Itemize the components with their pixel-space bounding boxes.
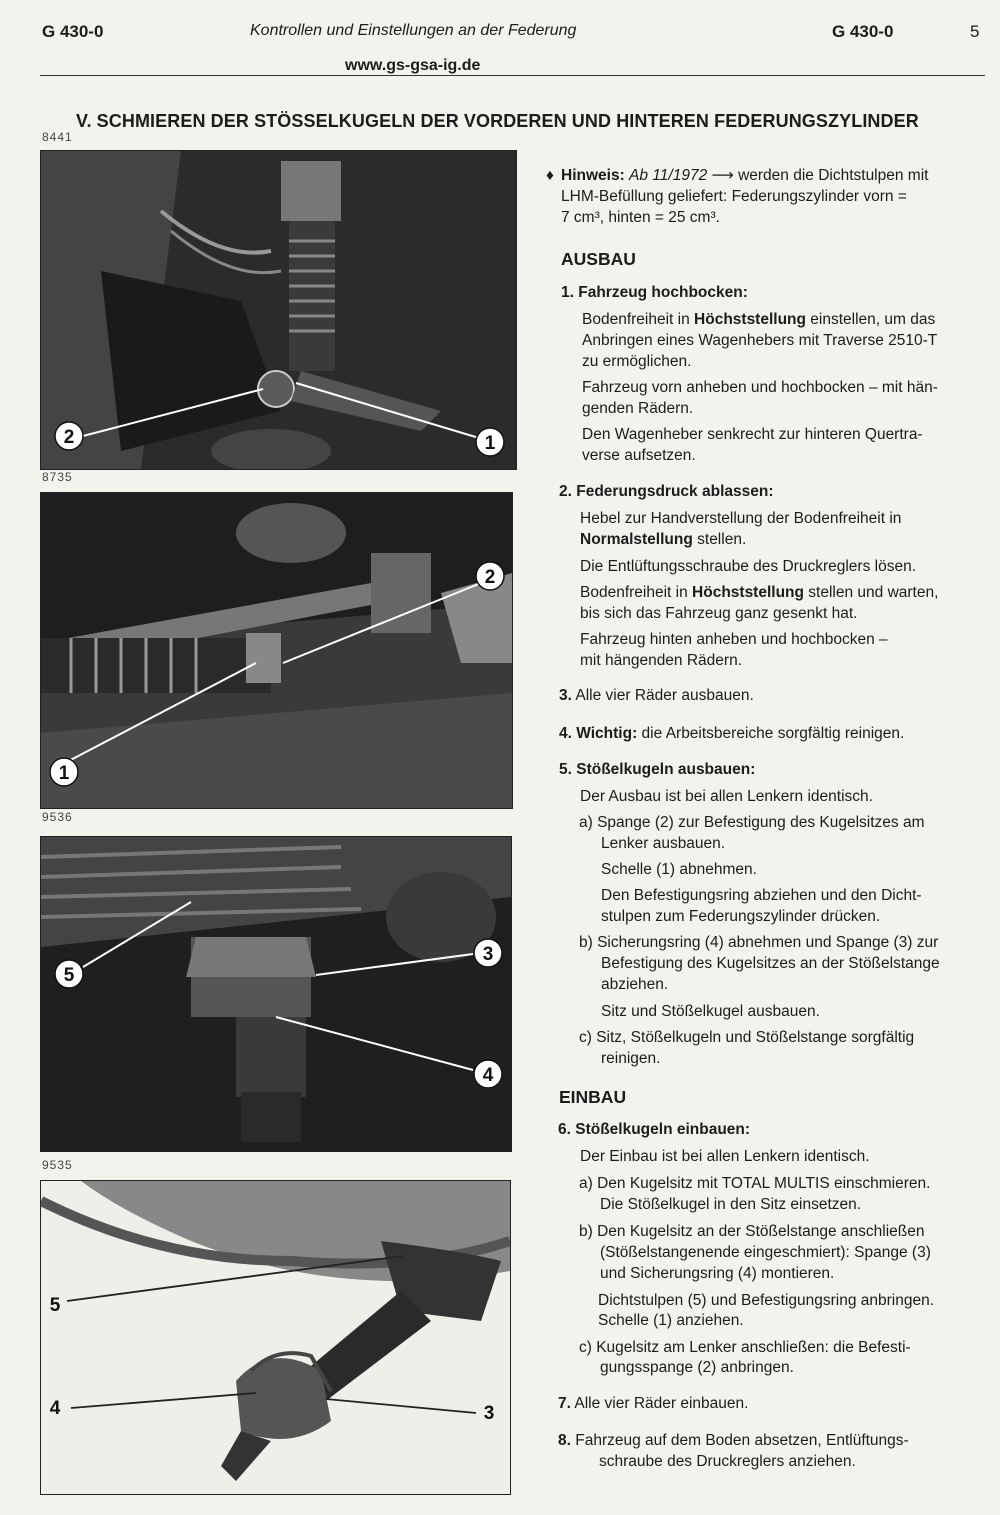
step-3: 3. Alle vier Räder ausbauen. <box>559 687 754 704</box>
step-5-a-l4: Den Befestigungsring abziehen und den Dicht- <box>601 887 922 904</box>
step-6-c-l2: gungsspange (2) anbringen. <box>600 1359 794 1376</box>
step-6-b-l2: (Stößelstangenende eingeschmiert): Spange (3) <box>600 1244 931 1261</box>
step-2-p1-l2 <box>580 530 746 551</box>
step-5-c-l2: reinigen. <box>601 1050 661 1067</box>
note-label: Hinweis: <box>561 167 625 184</box>
step-6-a-l2: Die Stößelkugel in den Sitz einsetzen. <box>600 1196 862 1213</box>
step-6-a-l1: a) Den Kugelsitz mit TOTAL MULTIS einschmieren. <box>579 1175 931 1192</box>
step-1-p1-l2: Anbringen eines Wagenhebers mit Traverse 2510-T <box>582 332 938 349</box>
figure-2-photo <box>40 492 513 809</box>
step-4-number: 4. <box>559 725 572 742</box>
step-8-l1: 8. Fahrzeug auf dem Boden absetzen, Entlüftungs- <box>558 1432 909 1449</box>
ausbau-heading: AUSBAU <box>561 249 636 269</box>
figure-2-callout-2: 2 <box>484 567 496 588</box>
figure-3-number: 9536 <box>42 810 73 824</box>
einbau-heading: EINBAU <box>559 1087 627 1107</box>
step-2-p3-l2: bis sich das Fahrzeug ganz gesenkt hat. <box>580 605 858 622</box>
step-1-p1-l3: zu ermöglichen. <box>582 353 692 370</box>
figure-3-photo <box>40 836 512 1152</box>
step-1-p2-l1: Fahrzeug vorn anheben und hochbocken – mit hän- <box>582 379 938 396</box>
figure-3-callout-4: 4 <box>482 1065 494 1086</box>
figure-3-callout-5: 5 <box>63 965 75 986</box>
figure-1-callout-1: 1 <box>484 433 496 454</box>
figure-4-callout-5: 5 <box>49 1295 61 1316</box>
header-code-left: G 430-0 <box>42 22 104 41</box>
step-2-p3-bold: Höchststellung <box>692 584 804 601</box>
note-date: Ab 11/1972 <box>629 167 708 184</box>
step-6-b-l5: Schelle (1) anziehen. <box>598 1312 744 1329</box>
step-6-title: 6. Stößelkugeln einbauen: <box>558 1121 751 1138</box>
figure-1-photo <box>40 150 517 470</box>
step-2-p3-c: stellen und warten, <box>803 584 939 601</box>
step-2-p1-bold: Normalstellung <box>580 531 693 548</box>
step-1-p3-l1: Den Wagenheber senkrecht zur hinteren Quertra- <box>582 426 923 443</box>
step-6-c-l1: c) Kugelsitz am Lenker anschließen: die Befesti- <box>579 1339 911 1356</box>
header-code-right: G 430-0 <box>832 22 894 41</box>
step-1-p1-a: Bodenfreiheit in <box>582 311 695 328</box>
step-2-p4-l1: Fahrzeug hinten anheben und hochbocken – <box>580 631 888 648</box>
step-5-a-l5: stulpen zum Federungszylinder drücken. <box>601 908 881 925</box>
step-1-p2-l2: genden Rädern. <box>582 400 694 417</box>
step-5-a-l3: Schelle (1) abnehmen. <box>601 861 757 878</box>
note-line-3: 7 cm³, hinten = 25 cm³. <box>561 209 720 226</box>
step-1-p3-l2: verse aufsetzen. <box>582 447 696 464</box>
note-bullet-icon: ♦ <box>546 167 554 184</box>
step-5-a-l1: a) Spange (2) zur Befestigung des Kugelsitzes am <box>579 814 925 831</box>
step-5-intro: Der Ausbau ist bei allen Lenkern identisch. <box>580 788 873 805</box>
step-2-p4-l2: mit hängenden Rädern. <box>580 652 743 669</box>
step-2-p3-l1 <box>580 583 938 604</box>
figure-4-callout-3: 3 <box>483 1403 495 1424</box>
step-4 <box>559 724 904 745</box>
step-2-title: 2. Federungsdruck ablassen: <box>559 483 774 500</box>
figure-2-callout-1: 1 <box>58 763 70 784</box>
header-rule <box>40 75 985 76</box>
step-5-b-l1: b) Sicherungsring (4) abnehmen und Spange (3) zur <box>579 934 939 951</box>
step-5-title: 5. Stößelkugeln ausbauen: <box>559 761 756 778</box>
figure-4-photo <box>40 1180 511 1495</box>
step-1-p1-c: einstellen, um das <box>805 311 936 328</box>
step-5-c-l1: c) Sitz, Stößelkugeln und Stößelstange sorgfältig <box>579 1029 915 1046</box>
note-arrow-icon: ⟶ <box>711 167 734 184</box>
step-6-b-l1: b) Den Kugelsitz an der Stößelstange anschließen <box>579 1223 925 1240</box>
header-url[interactable]: www.gs-gsa-ig.de <box>345 57 481 74</box>
step-2-p1-l1: Hebel zur Handverstellung der Bodenfreiheit in <box>580 510 902 527</box>
step-6-intro: Der Einbau ist bei allen Lenkern identisch. <box>580 1148 870 1165</box>
step-2-p1-c: stellen. <box>692 531 747 548</box>
step-2-p2: Die Entlüftungsschraube des Druckreglers lösen. <box>580 558 917 575</box>
note-line-1 <box>561 166 981 187</box>
step-7: 7. Alle vier Räder einbauen. <box>558 1395 749 1412</box>
step-8-l2: schraube des Druckreglers anziehen. <box>599 1453 856 1470</box>
figure-1-callout-2: 2 <box>63 427 75 448</box>
figure-2-number: 8735 <box>42 470 73 484</box>
figure-4-number: 9535 <box>42 1158 73 1172</box>
step-5-b-l3: abziehen. <box>601 976 669 993</box>
step-6-b-l3: und Sicherungsring (4) montieren. <box>600 1265 835 1282</box>
note-line-1-rest: werden die Dichtstulpen mit <box>738 167 929 184</box>
step-1-p1-bold: Höchststellung <box>694 311 806 328</box>
figure-3-callout-3: 3 <box>482 944 494 965</box>
step-6-b-l4: Dichtstulpen (5) und Befestigungsring anbringen. <box>598 1292 935 1309</box>
section-title: V. SCHMIEREN DER STÖSSELKUGELN DER VORDEREN UND HINTEREN FEDERUNGSZYLINDER <box>76 111 919 131</box>
figure-1-number: 8441 <box>42 130 73 144</box>
header-title: Kontrollen und Einstellungen an der Federung <box>250 22 577 39</box>
step-5-b-l4: Sitz und Stößelkugel ausbauen. <box>601 1003 820 1020</box>
page-number: 5 <box>970 22 980 41</box>
step-5-b-l2: Befestigung des Kugelsitzes an der Stößelstange <box>601 955 940 972</box>
step-4-rest: die Arbeitsbereiche sorgfältig reinigen. <box>637 725 905 742</box>
step-2-p3-a: Bodenfreiheit in <box>580 584 693 601</box>
step-1-p1-l1 <box>582 310 935 331</box>
step-5-a-l2: Lenker ausbauen. <box>601 835 726 852</box>
figure-4-callout-4: 4 <box>49 1398 61 1419</box>
step-4-bold: Wichtig: <box>576 725 638 742</box>
note-line-2: LHM-Befüllung geliefert: Federungszylinder vorn = <box>561 188 907 205</box>
step-1-title: 1. Fahrzeug hochbocken: <box>561 284 748 301</box>
